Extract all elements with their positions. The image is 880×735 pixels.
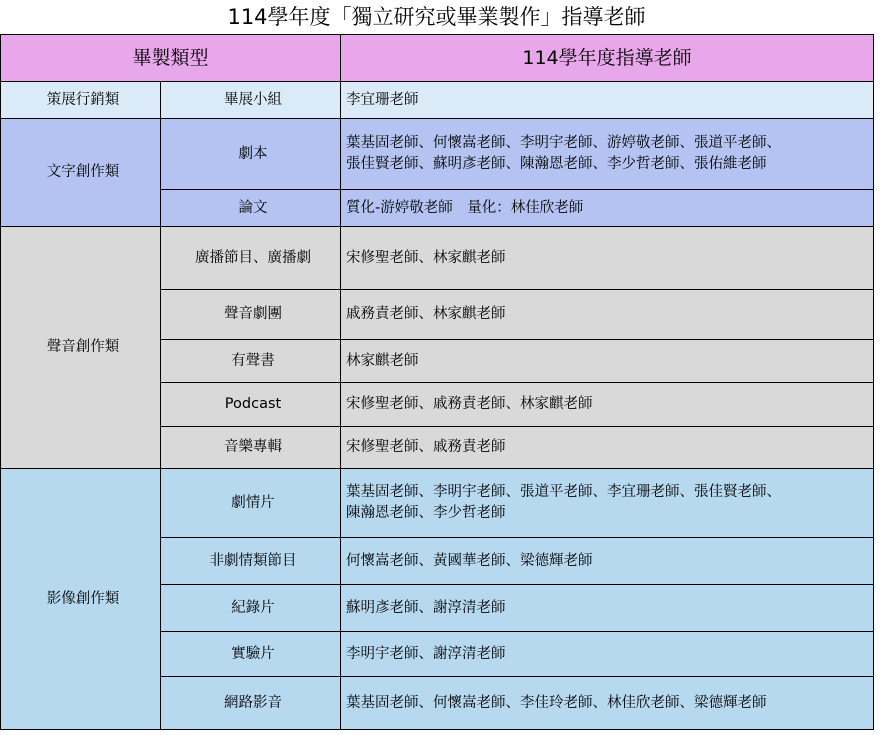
subtype-cell: 劇本 <box>161 119 341 190</box>
table-row <box>1 119 874 190</box>
teacher-cell <box>341 632 874 677</box>
teacher-line: 李宜珊老師 <box>346 91 419 108</box>
teacher-cell <box>341 383 874 427</box>
teacher-line: 葉基固老師、何懷嵩老師、李明宇老師、游婷敬老師、張道平老師、 <box>346 135 782 151</box>
category-cell: 文字創作類 <box>1 119 161 227</box>
subtype-cell: 畢展小組 <box>161 82 341 119</box>
teacher-cell <box>341 340 874 383</box>
teacher-line: 陳瀚恩老師、李少哲老師 <box>346 505 506 521</box>
teacher-cell <box>341 677 874 730</box>
subtype-cell: 紀錄片 <box>161 585 341 632</box>
subtype-cell: Podcast <box>161 383 341 427</box>
subtype-cell: 網路影音 <box>161 677 341 730</box>
header-row <box>1 35 874 82</box>
teacher-line: 葉基固老師、何懷嵩老師、李佳玲老師、林佳欣老師、梁德輝老師 <box>346 694 767 711</box>
subtype-cell: 音樂專輯 <box>161 427 341 469</box>
category-cell: 影像創作類 <box>1 469 161 730</box>
teacher-line: 宋修聖老師、戚務責老師、林家麒老師 <box>346 396 593 412</box>
subtype-cell: 論文 <box>161 190 341 227</box>
subtype-cell: 有聲書 <box>161 340 341 383</box>
teacher-line: 宋修聖老師、戚務責老師 <box>346 439 506 455</box>
teacher-cell <box>341 290 874 340</box>
teacher-line: 葉基固老師、李明宇老師、張道平老師、李宜珊老師、張佳賢老師、 <box>346 484 782 500</box>
teacher-cell <box>341 82 874 119</box>
subtype-cell: 實驗片 <box>161 632 341 677</box>
header-teachers: 114學年度指導老師 <box>341 35 874 82</box>
teacher-line: 張佳賢老師、蘇明彥老師、陳瀚恩老師、李少哲老師、張佑維老師 <box>346 156 767 172</box>
teacher-line: 蘇明彥老師、謝淳清老師 <box>346 599 506 616</box>
teacher-cell <box>341 538 874 585</box>
table-row <box>1 469 874 538</box>
subtype-cell: 聲音劇團 <box>161 290 341 340</box>
teacher-cell <box>341 119 874 190</box>
teacher-cell <box>341 427 874 469</box>
teacher-line: 宋修聖老師、林家麒老師 <box>346 249 506 266</box>
teacher-line: 戚務責老師、林家麒老師 <box>346 306 506 322</box>
advisor-table <box>0 34 874 730</box>
teacher-line: 李明宇老師、謝淳清老師 <box>346 645 506 662</box>
teacher-cell <box>341 190 874 227</box>
table-row <box>1 227 874 290</box>
subtype-cell: 非劇情類節目 <box>161 538 341 585</box>
teacher-cell <box>341 227 874 290</box>
subtype-cell: 廣播節目、廣播劇 <box>161 227 341 290</box>
category-cell: 策展行銷類 <box>1 82 161 119</box>
category-cell: 聲音創作類 <box>1 227 161 469</box>
teacher-line: 林家麒老師 <box>346 352 419 369</box>
subtype-cell: 劇情片 <box>161 469 341 538</box>
teacher-line: 質化-游婷敬老師 量化：林佳欣老師 <box>346 199 584 216</box>
header-type: 畢製類型 <box>1 35 341 82</box>
teacher-line: 何懷嵩老師、黃國華老師、梁德輝老師 <box>346 552 593 569</box>
page-title: 114學年度「獨立研究或畢業製作」指導老師 <box>227 5 646 29</box>
teacher-cell <box>341 469 874 538</box>
teacher-cell <box>341 585 874 632</box>
table-row <box>1 82 874 119</box>
